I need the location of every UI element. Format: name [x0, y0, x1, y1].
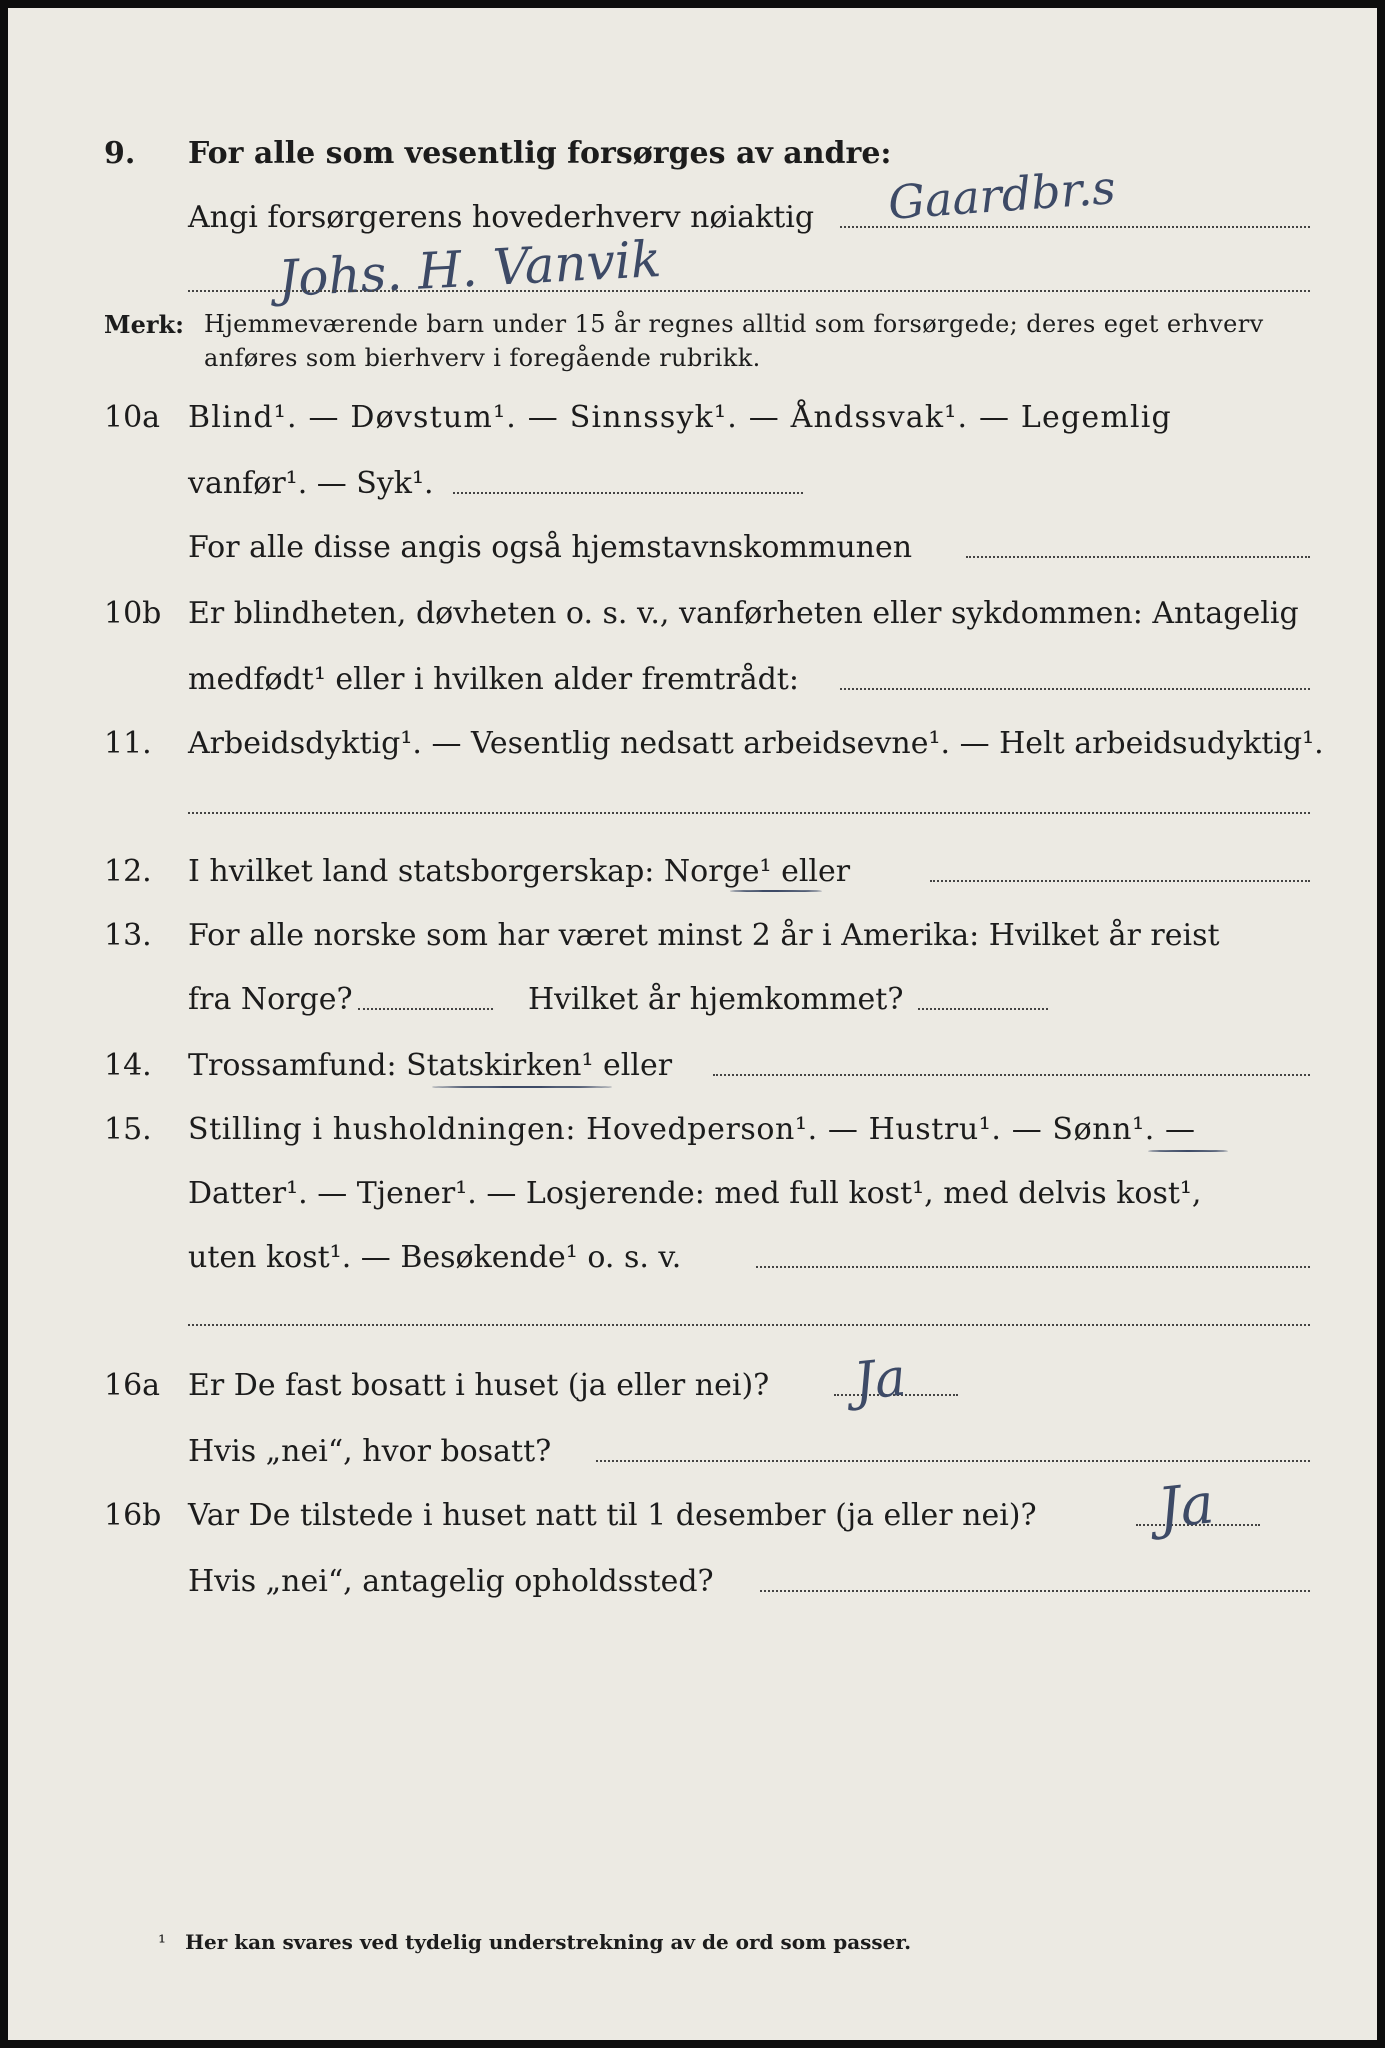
q13-number: 13.	[104, 918, 152, 953]
q10b-line-1: Er blindheten, døvheten o. s. v., vanførheten eller sykdommen: Antagelig	[188, 596, 1299, 631]
q15-line-2: Datter¹. — Tjener¹. — Losjerende: med full kost¹, med delvis kost¹,	[188, 1176, 1202, 1211]
merk-line-2: anføres som bierhverv i foregående rubrikk.	[204, 344, 761, 372]
q10a-line-1: Blind¹. — Døvstum¹. — Sinnssyk¹. — Åndssvak¹. — Legemlig	[188, 400, 1172, 435]
q14-number: 14.	[104, 1048, 152, 1083]
q10b-number: 10b	[104, 596, 162, 631]
q12-number: 12.	[104, 854, 152, 889]
merk-label: Merk:	[104, 310, 184, 339]
q16b-line-2: Hvis „nei“, antagelig opholdssted?	[188, 1564, 714, 1599]
q10a-line-3: For alle disse angis også hjemstavnskommunen	[188, 530, 913, 565]
q16b-line-1: Var De tilstede i huset natt til 1 desember (ja eller nei)?	[188, 1498, 1037, 1533]
q11-answer-line	[188, 812, 1310, 814]
q10b-age-line	[840, 688, 1310, 690]
q16a-residence-line	[596, 1460, 1310, 1462]
q9-provider-line	[188, 290, 1310, 292]
q14-line-1: Trossamfund: Statskirken¹ eller	[188, 1048, 673, 1083]
q15-sonn-underline	[1148, 1150, 1228, 1152]
q16a-line-2: Hvis „nei“, hvor bosatt?	[188, 1434, 552, 1469]
q15-extra-line	[188, 1324, 1310, 1326]
q16a-number: 16a	[104, 1368, 161, 1403]
q16b-number: 16b	[104, 1498, 162, 1533]
q15-line-1: Stilling i husholdningen: Hovedperson¹. — Hustru¹. — Sønn¹. —	[188, 1112, 1196, 1147]
q9-handwritten-provider: Johs. H. Vanvik	[276, 230, 663, 308]
q15-line-3: uten kost¹. — Besøkende¹ o. s. v.	[188, 1240, 682, 1275]
q14-faith-line	[713, 1074, 1310, 1076]
q10a-sick-line	[453, 492, 803, 494]
q16a-line-1: Er De fast bosatt i huset (ja eller nei)?	[188, 1368, 770, 1403]
q16b-handwritten-answer: Ja	[1154, 1471, 1218, 1542]
footnote-text: Her kan svares ved tydelig understrekning av de ord som passer.	[185, 1930, 912, 1954]
q12-country-line	[930, 880, 1310, 882]
q13-returned-label: Hvilket år hjemkommet?	[528, 982, 904, 1017]
q14-statskirken-underline	[432, 1086, 612, 1088]
q12-line-1: I hvilket land statsborgerskap: Norge¹ eller	[188, 854, 851, 889]
q9-occupation-label: Angi forsørgerens hovederhverv nøiaktig	[188, 200, 815, 235]
q16b-location-line	[760, 1590, 1310, 1592]
q11-number: 11.	[104, 726, 152, 761]
q13-returned-line	[918, 1008, 1048, 1010]
q13-emigrated-label: fra Norge?	[188, 982, 353, 1017]
footnote	[158, 1930, 911, 1954]
q16a-handwritten-answer: Ja	[851, 1347, 909, 1413]
q11-line-1: Arbeidsdyktig¹. — Vesentlig nedsatt arbeidsevne¹. — Helt arbeidsudyktig¹.	[188, 726, 1324, 761]
q9-handwritten-occupation: Gaardbr.s	[886, 160, 1118, 230]
q12-norge-underline	[730, 890, 822, 892]
footnote-mark: ¹	[158, 1930, 167, 1954]
q13-emigrated-line	[358, 1008, 493, 1010]
q9-heading: For alle som vesentlig forsørges av andre:	[188, 136, 892, 171]
q10a-number: 10a	[104, 400, 161, 435]
q15-position-line	[756, 1266, 1310, 1268]
q13-line-1: For alle norske som har været minst 2 år i Amerika: Hvilket år reist	[188, 918, 1220, 953]
q15-number: 15.	[104, 1112, 152, 1147]
q10a-line-2: vanfør¹. — Syk¹.	[188, 466, 434, 501]
merk-line-1: Hjemmeværende barn under 15 år regnes alltid som forsørgede; deres eget erhverv	[204, 310, 1264, 338]
q10a-municipality-line	[966, 556, 1310, 558]
q10b-line-2: medfødt¹ eller i hvilken alder fremtrådt:	[188, 662, 799, 697]
q9-occupation-line	[840, 226, 1310, 228]
q9-number: 9.	[104, 136, 136, 171]
census-form-page	[8, 8, 1377, 2040]
